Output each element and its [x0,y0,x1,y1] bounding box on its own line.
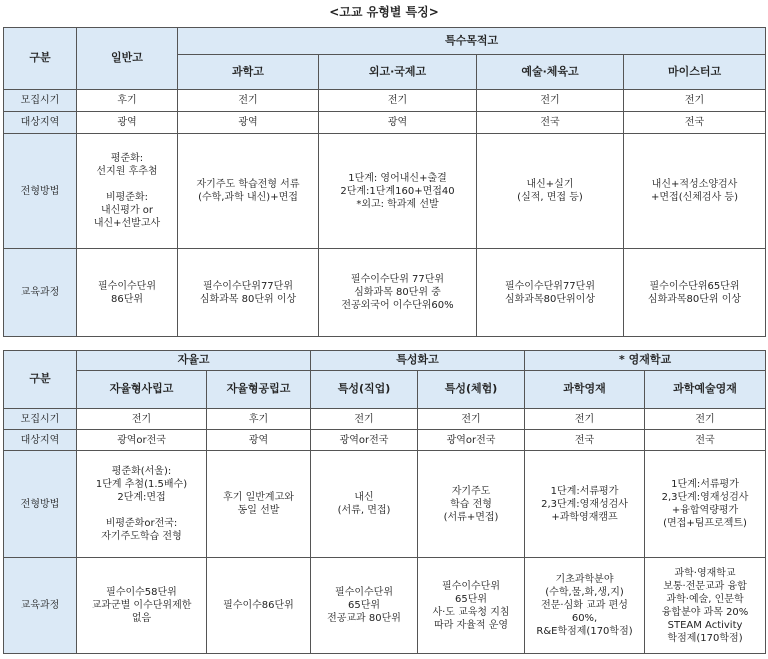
row-label-admission-method: 전형방법 [4,451,77,558]
table-cell: 평준화(서울): 1단계 추첨(1.5배수) 2단계:면접 비평준화or전국: 자기주도학습 전형 [77,451,207,558]
table-cell: 후기 일반계고와 동일 선발 [207,451,311,558]
row-label-curriculum: 교육과정 [4,249,77,337]
table-cell: 필수이수단위 86단위 [77,249,178,337]
table-cell: 자기주도 학습 전형 (서류+면접) [418,451,525,558]
table-cell: 1단계:서류평가 2,3단계:영재성검사 +과학영재캠프 [525,451,645,558]
table-cell: 필수이수58단위 교과군별 이수단위제한 없음 [77,558,207,654]
table-cell: 필수이수단위77단위 심화과목80단위이상 [477,249,624,337]
table-cell: 전국 [624,112,766,134]
table-cell: 전기 [311,409,418,430]
table-cell: 전국 [477,112,624,134]
header-gifted-group: * 영재학교 [525,351,766,371]
header-specialized-vocational: 특성(직업) [311,371,418,409]
header-science-gifted: 과학영재 [525,371,645,409]
table-cell: 필수이수단위 65단위 전공교과 80단위 [311,558,418,654]
table-cell: 과학·영재학교 보통·전문교과 융합 과학·예술, 인문학 융합분야 과목 20% STEAM Activity 학점제(170학점) [645,558,766,654]
table-row [4,134,766,249]
header-corner: 구분 [4,351,77,409]
row-label-admission-method: 전형방법 [4,134,77,249]
header-autonomous-public: 자율형공립고 [207,371,311,409]
table-cell: 전기 [645,409,766,430]
table-cell: 광역 [319,112,477,134]
table-cell: 후기 [207,409,311,430]
row-label-curriculum: 교육과정 [4,558,77,654]
table-cell: 내신+실기 (실적, 면접 등) [477,134,624,249]
row-label-target-region: 대상지역 [4,112,77,134]
table-row [4,409,766,430]
table-cell: 광역or전국 [77,430,207,451]
table-cell: 필수이수86단위 [207,558,311,654]
table-cell: 후기 [77,90,178,112]
table-cell: 전기 [77,409,207,430]
table-special-purpose [3,27,766,337]
table-row [4,90,766,112]
header-specialized-group: 특성화고 [311,351,525,371]
table-cell: 필수이수단위 65단위 사·도 교육청 지침 따라 자율적 운영 [418,558,525,654]
table-cell: 전기 [624,90,766,112]
row-label-target-region: 대상지역 [4,430,77,451]
table-row [4,558,766,654]
table-cell: 평준화: 선지원 후추첨 비평준화: 내신평가 or 내신+선발고사 [77,134,178,249]
table-row [4,112,766,134]
table-cell: 1단계:서류평가 2,3단계:영재성검사 +융합역량평가 (면접+팀프로젝트) [645,451,766,558]
table-cell: 필수이수단위 77단위 심화과목 80단위 중 전공외국어 이수단위60% [319,249,477,337]
table-cell: 전기 [418,409,525,430]
table-cell: 광역or전국 [418,430,525,451]
table-cell: 1단계: 영어내신+출결 2단계:1단계160+면접40 *외고: 학과제 선발 [319,134,477,249]
table-row [4,451,766,558]
row-label-recruitment-period: 모집시기 [4,90,77,112]
table-cell: 광역or전국 [311,430,418,451]
table-cell: 기초과학분야 (수학,물,화,생,지) 전문·심화 교과 편성 60%, R&E학점제(170학점) [525,558,645,654]
table-cell: 광역 [77,112,178,134]
table-cell: 전기 [477,90,624,112]
table-cell: 전기 [319,90,477,112]
table-row [4,249,766,337]
table-cell: 필수이수단위77단위 심화과목 80단위 이상 [178,249,319,337]
page-title: <고교 유형별 특징> [329,5,439,19]
table-autonomous-specialized [3,350,766,654]
table-cell: 전국 [645,430,766,451]
table-cell: 광역 [178,112,319,134]
header-corner: 구분 [4,28,77,90]
table-cell: 전국 [525,430,645,451]
header-autonomous-group: 자율고 [77,351,311,371]
table-cell: 전기 [178,90,319,112]
header-specialized-experience: 특성(체험) [418,371,525,409]
header-autonomous-private: 자율형사립고 [77,371,207,409]
header-science-high: 과학고 [178,55,319,90]
header-foreign-language-high: 외고·국제고 [319,55,477,90]
table-cell: 내신 (서류, 면접) [311,451,418,558]
table-row [4,430,766,451]
header-meister-high: 마이스터고 [624,55,766,90]
table-cell: 전기 [525,409,645,430]
table-cell: 내신+적성소양검사 +면접(신체검사 등) [624,134,766,249]
table-cell: 자기주도 학습전형 서류 (수학,과학 내신)+면접 [178,134,319,249]
row-label-recruitment-period: 모집시기 [4,409,77,430]
header-general-school: 일반고 [77,28,178,90]
table-cell: 광역 [207,430,311,451]
header-science-arts-gifted: 과학예술영재 [645,371,766,409]
table-cell: 필수이수단위65단위 심화과목80단위 이상 [624,249,766,337]
header-arts-sports-high: 예술·체육고 [477,55,624,90]
header-special-purpose-group: 특수목적고 [178,28,766,55]
